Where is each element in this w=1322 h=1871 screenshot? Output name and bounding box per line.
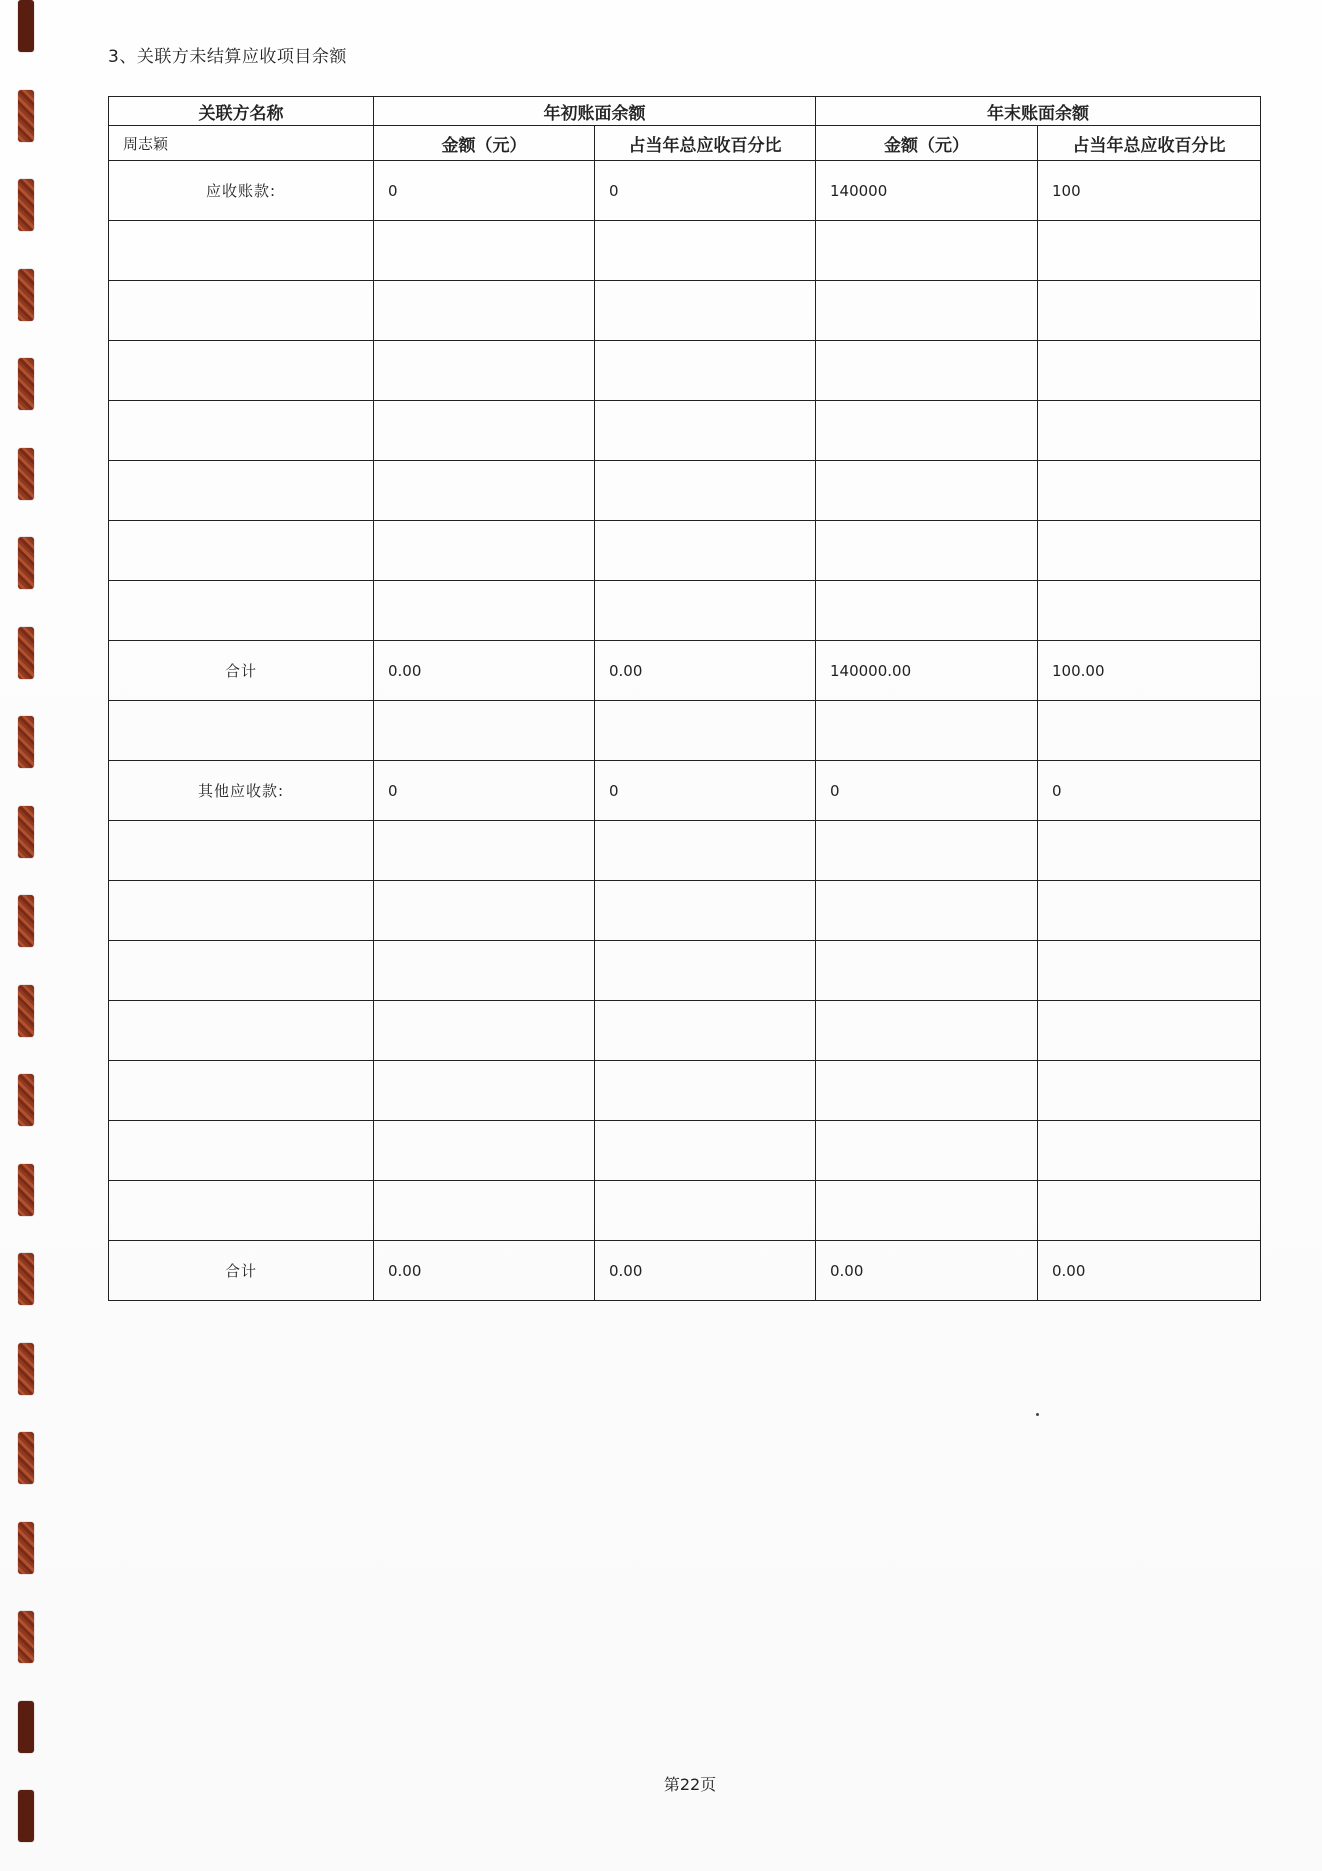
table-row (109, 1241, 1261, 1301)
closing-pct-cell (1038, 701, 1261, 761)
row-label: 其他应收款: (109, 761, 374, 821)
table-row (109, 641, 1261, 701)
closing-pct-cell: 100.00 (1038, 641, 1261, 701)
binding-mark (18, 537, 34, 589)
closing-amount-cell (816, 221, 1038, 281)
opening-amount-cell: 0.00 (374, 641, 595, 701)
table-row (109, 1121, 1261, 1181)
row-label (109, 341, 374, 401)
table-row (109, 161, 1261, 221)
binding-mark (18, 358, 34, 410)
binding-mark (18, 806, 34, 858)
binding-mark (18, 716, 34, 768)
binding-mark (18, 90, 34, 142)
opening-amount-cell (374, 821, 595, 881)
opening-amount-cell (374, 581, 595, 641)
closing-pct-cell: 0.00 (1038, 1241, 1261, 1301)
row-label (109, 221, 374, 281)
opening-amount-cell (374, 221, 595, 281)
closing-pct-cell (1038, 341, 1261, 401)
opening-pct-cell (595, 1181, 816, 1241)
closing-amount-cell (816, 941, 1038, 1001)
row-label (109, 821, 374, 881)
table-row (109, 281, 1261, 341)
row-label (109, 701, 374, 761)
opening-pct-cell (595, 341, 816, 401)
table-row (109, 941, 1261, 1001)
header-closing-balance: 年末账面余额 (816, 97, 1261, 126)
closing-pct-cell (1038, 1001, 1261, 1061)
opening-amount-cell (374, 461, 595, 521)
binding-mark (18, 985, 34, 1037)
binding-mark (18, 1253, 34, 1305)
header-opening-amount: 金额（元） (374, 126, 595, 161)
binding-mark (18, 1701, 34, 1753)
closing-amount-cell (816, 1121, 1038, 1181)
opening-amount-cell: 0 (374, 761, 595, 821)
opening-amount-cell (374, 401, 595, 461)
row-label (109, 941, 374, 1001)
closing-amount-cell (816, 281, 1038, 341)
table-row (109, 761, 1261, 821)
opening-pct-cell (595, 221, 816, 281)
opening-amount-cell (374, 1061, 595, 1121)
table-row (109, 821, 1261, 881)
opening-pct-cell: 0 (595, 761, 816, 821)
page-number: 第22页 (663, 1775, 717, 1794)
row-label (109, 581, 374, 641)
table-row (109, 581, 1261, 641)
binding-mark (18, 627, 34, 679)
row-label: 合计 (109, 1241, 374, 1301)
opening-pct-cell: 0 (595, 161, 816, 221)
closing-amount-cell: 0.00 (816, 1241, 1038, 1301)
closing-amount-cell (816, 1061, 1038, 1121)
binding-mark (18, 1611, 34, 1663)
closing-pct-cell (1038, 281, 1261, 341)
opening-amount-cell (374, 1001, 595, 1061)
closing-pct-cell (1038, 461, 1261, 521)
closing-pct-cell (1038, 221, 1261, 281)
header-related-party-name: 关联方名称 (109, 97, 374, 126)
binding-mark (18, 1343, 34, 1395)
closing-pct-cell (1038, 581, 1261, 641)
opening-amount-cell (374, 1181, 595, 1241)
closing-pct-cell (1038, 821, 1261, 881)
header-closing-amount: 金额（元） (816, 126, 1038, 161)
row-label: 合计 (109, 641, 374, 701)
opening-pct-cell (595, 581, 816, 641)
opening-amount-cell (374, 881, 595, 941)
closing-amount-cell (816, 1001, 1038, 1061)
closing-amount-cell (816, 701, 1038, 761)
opening-pct-cell (595, 461, 816, 521)
closing-amount-cell (816, 521, 1038, 581)
opening-pct-cell (595, 521, 816, 581)
binding-mark (18, 1432, 34, 1484)
table-row (109, 521, 1261, 581)
closing-amount-cell (816, 581, 1038, 641)
section-title: 3、关联方未结算应收项目余额 (108, 47, 347, 67)
closing-pct-cell (1038, 1181, 1261, 1241)
row-label (109, 281, 374, 341)
row-label (109, 881, 374, 941)
opening-pct-cell (595, 941, 816, 1001)
closing-pct-cell (1038, 521, 1261, 581)
opening-amount-cell: 0 (374, 161, 595, 221)
table-body (109, 161, 1261, 1301)
binding-mark (18, 1790, 34, 1842)
header-opening-balance: 年初账面余额 (374, 97, 816, 126)
closing-amount-cell (816, 821, 1038, 881)
opening-amount-cell (374, 1121, 595, 1181)
binding-mark (18, 1164, 34, 1216)
table-row (109, 1001, 1261, 1061)
binding-mark (18, 179, 34, 231)
opening-amount-cell (374, 701, 595, 761)
binding-mark (18, 1074, 34, 1126)
closing-amount-cell (816, 401, 1038, 461)
opening-amount-cell (374, 521, 595, 581)
opening-pct-cell (595, 281, 816, 341)
binding-mark (18, 269, 34, 321)
opening-amount-cell: 0.00 (374, 1241, 595, 1301)
scan-speck (1036, 1413, 1039, 1416)
opening-pct-cell (595, 821, 816, 881)
opening-amount-cell (374, 941, 595, 1001)
table-row (109, 461, 1261, 521)
closing-amount-cell (816, 341, 1038, 401)
opening-pct-cell (595, 401, 816, 461)
table-row (109, 881, 1261, 941)
row-label (109, 521, 374, 581)
closing-pct-cell (1038, 881, 1261, 941)
table-row (109, 1061, 1261, 1121)
row-label (109, 1061, 374, 1121)
closing-pct-cell: 0 (1038, 761, 1261, 821)
binding-mark (18, 0, 34, 52)
receivables-table (108, 96, 1261, 1301)
closing-pct-cell: 100 (1038, 161, 1261, 221)
closing-pct-cell (1038, 401, 1261, 461)
party-name: 周志颖 (109, 126, 374, 161)
table-subheader-row (109, 126, 1261, 161)
row-label: 应收账款: (109, 161, 374, 221)
binding-mark (18, 1522, 34, 1574)
opening-amount-cell (374, 281, 595, 341)
closing-amount-cell (816, 1181, 1038, 1241)
opening-pct-cell (595, 701, 816, 761)
opening-pct-cell: 0.00 (595, 641, 816, 701)
row-label (109, 461, 374, 521)
closing-pct-cell (1038, 941, 1261, 1001)
opening-pct-cell: 0.00 (595, 1241, 816, 1301)
table-row (109, 701, 1261, 761)
binding-mark (18, 895, 34, 947)
closing-amount-cell: 0 (816, 761, 1038, 821)
opening-pct-cell (595, 1001, 816, 1061)
closing-amount-cell (816, 461, 1038, 521)
closing-amount-cell (816, 881, 1038, 941)
table-row (109, 1181, 1261, 1241)
opening-pct-cell (595, 881, 816, 941)
table-row (109, 401, 1261, 461)
header-closing-pct: 占当年总应收百分比 (1038, 126, 1261, 161)
opening-pct-cell (595, 1061, 816, 1121)
row-label (109, 1181, 374, 1241)
row-label (109, 401, 374, 461)
closing-amount-cell: 140000 (816, 161, 1038, 221)
closing-pct-cell (1038, 1121, 1261, 1181)
table-row (109, 341, 1261, 401)
header-opening-pct: 占当年总应收百分比 (595, 126, 816, 161)
opening-pct-cell (595, 1121, 816, 1181)
closing-pct-cell (1038, 1061, 1261, 1121)
row-label (109, 1001, 374, 1061)
binding-mark (18, 448, 34, 500)
table-header-row (109, 97, 1261, 126)
opening-amount-cell (374, 341, 595, 401)
row-label (109, 1121, 374, 1181)
closing-amount-cell: 140000.00 (816, 641, 1038, 701)
binding-strip (18, 0, 42, 1871)
table-row (109, 221, 1261, 281)
